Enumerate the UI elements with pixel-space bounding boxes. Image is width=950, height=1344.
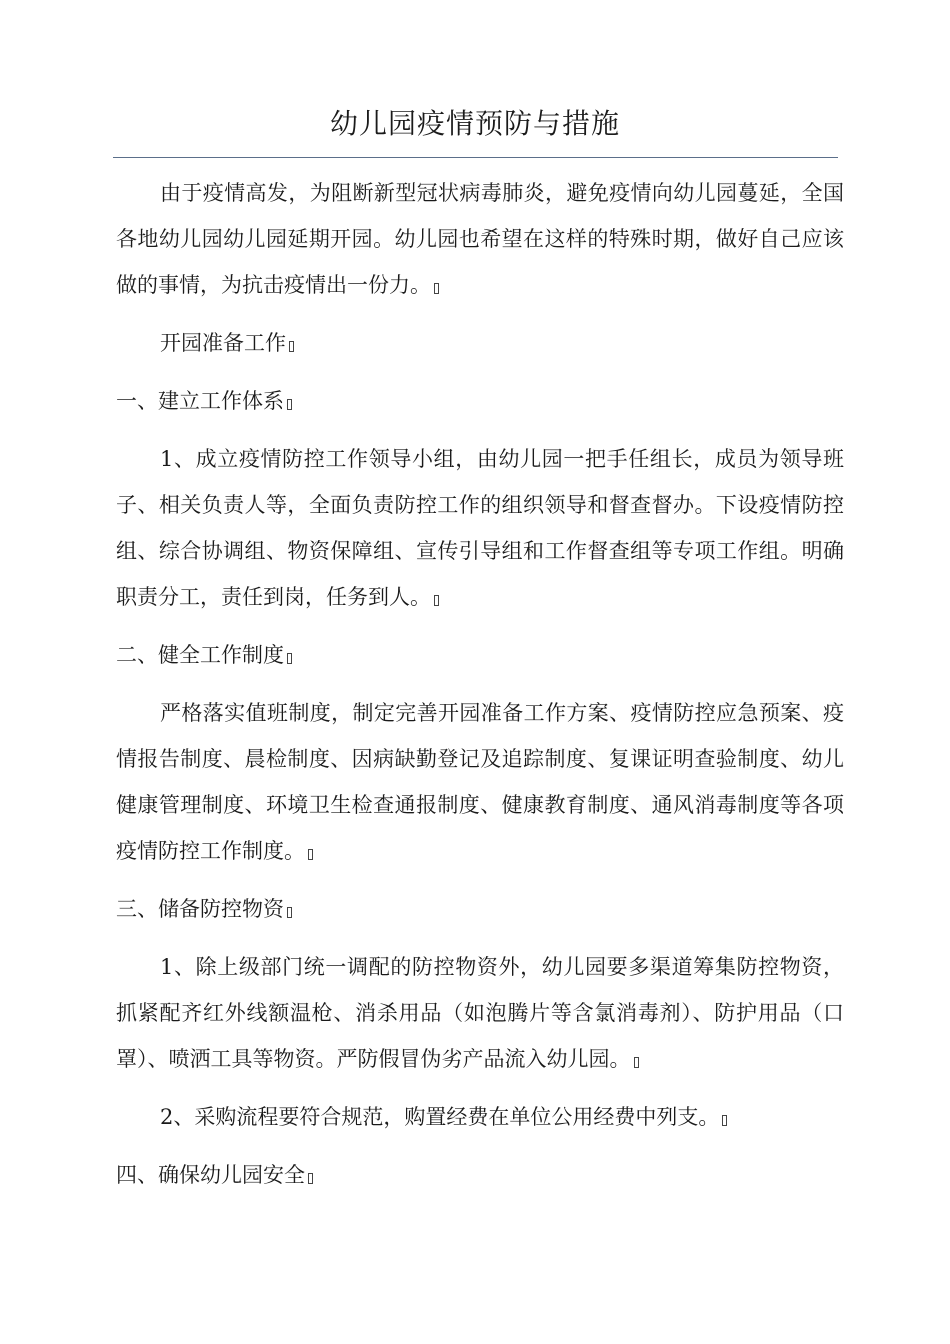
section-heading (116, 320, 844, 366)
paragraph-mark-icon (308, 1173, 313, 1184)
section-heading (116, 378, 844, 424)
paragraph (116, 436, 844, 620)
paragraph-text: 开园准备工作 (160, 331, 286, 355)
paragraph-text: 由于疫情高发，为阻断新型冠状病毒肺炎，避免疫情向幼儿园蔓延，全国各地幼儿园幼儿园延期开园。幼儿园也希望在这样的特殊时期，做好自己应该做的事情，为抗击疫情出一份力。 (116, 181, 844, 297)
paragraph-mark-icon (722, 1115, 727, 1126)
paragraph-text: 1、成立疫情防控工作领导小组，由幼儿园一把手任组长，成员为领导班子、相关负责人等，全面负责防控工作的组织领导和督查督办。下设疫情防控组、综合协调组、物资保障组、宣传引导组和工作督查组等专项工作组。明确职责分工，责任到岗，任务到人。 (116, 447, 844, 609)
paragraph-mark-icon (287, 907, 292, 918)
title-underline (113, 157, 838, 158)
paragraph-mark-icon (434, 595, 439, 606)
page-title: 幼儿园疫情预防与措施 (329, 107, 620, 140)
paragraph-text: 严格落实值班制度，制定完善开园准备工作方案、疫情防控应急预案、疫情报告制度、晨检制度、因病缺勤登记及追踪制度、复课证明查验制度、幼儿健康管理制度、环境卫生检查通报制度、健康教育制度、通风消毒制度等各项疫情防控工作制度。 (116, 701, 844, 863)
section-heading (116, 1152, 844, 1198)
paragraph-text: 2、采购流程要符合规范，购置经费在单位公用经费中列支。 (160, 1105, 720, 1129)
paragraph-mark-icon (287, 653, 292, 664)
paragraph-mark-icon (289, 341, 294, 352)
section-heading (116, 886, 844, 932)
paragraph (116, 944, 844, 1082)
paragraph-text: 1、除上级部门统一调配的防控物资外，幼儿园要多渠道筹集防控物资，抓紧配齐红外线额温枪、消杀用品（如泡腾片等含氯消毒剂）、防护用品（口罩）、喷洒工具等物资。严防假冒伪劣产品流入幼儿园。 (116, 955, 844, 1071)
paragraph-text: 四、确保幼儿园安全 (116, 1163, 305, 1187)
paragraph (116, 1094, 844, 1140)
paragraph-mark-icon (308, 849, 313, 860)
paragraph-text: 三、储备防控物资 (116, 897, 284, 921)
paragraph-mark-icon (434, 283, 439, 294)
document-body (116, 170, 844, 1210)
section-heading (116, 632, 844, 678)
paragraph-text: 二、健全工作制度 (116, 643, 284, 667)
paragraph-text: 一、建立工作体系 (116, 389, 284, 413)
paragraph-mark-icon (634, 1057, 639, 1068)
paragraph-mark-icon (287, 399, 292, 410)
paragraph (116, 690, 844, 874)
paragraph (116, 170, 844, 308)
